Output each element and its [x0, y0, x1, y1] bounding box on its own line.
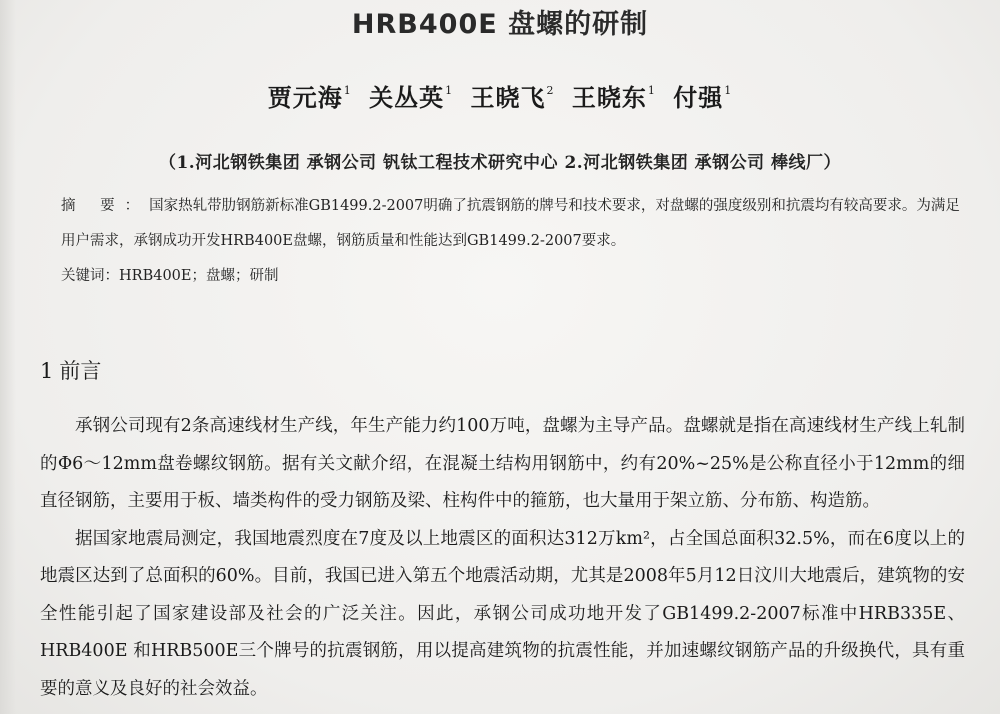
abstract-text: 国家热轧带肋钢筋新标准GB1499.2-2007明确了抗震钢筋的牌号和技术要求，对盘螺的强度级别和抗震均有较高要求。为满足用户需求，承钢成功开发HRB400E盘螺，钢筋质量和性能达到GB1499.2-2007要求。 — [61, 198, 960, 249]
author-2 — [369, 83, 453, 112]
author-4 — [572, 83, 656, 112]
keywords-text: HRB400E；盘螺；研制 — [119, 268, 279, 284]
keywords — [61, 264, 278, 285]
paper-title: HRB400E 盘螺的研制 — [351, 9, 649, 40]
author-name: 贾元海 — [267, 83, 343, 112]
author-3 — [471, 83, 555, 112]
section-number: 1 — [40, 359, 54, 383]
affiliation-marker: 1 — [343, 84, 352, 97]
abstract — [61, 189, 966, 259]
author-name: 关丛英 — [369, 83, 445, 112]
affiliation-marker: 2 — [546, 84, 555, 97]
section-body — [40, 408, 965, 708]
affiliation-marker: 1 — [647, 84, 656, 97]
author-name: 付强 — [673, 83, 724, 112]
author-name: 王晓东 — [571, 83, 647, 112]
abstract-label: 摘 要： — [61, 198, 150, 214]
paragraph: 承钢公司现有2条高速线材生产线，年生产能力约100万吨，盘螺为主导产品。盘螺就是指在高速线材生产线上轧制的Φ6～12mm盘卷螺纹钢筋。据有关文献介绍，在混凝土结构用钢筋中，约有20%~25%是公称直径小于12mm的细直径钢筋，主要用于板、墙类构件的受力钢筋及梁、柱构件中的箍筋，也大量用于架立筋、分布筋、构造筋。 — [40, 416, 965, 511]
author-5 — [673, 83, 732, 112]
affiliation-line: （1.河北钢铁集团 承钢公司 钒钛工程技术研究中心 2.河北钢铁集团 承钢公司 棒线厂） — [158, 153, 842, 173]
author-1 — [268, 83, 352, 112]
author-name: 王晓飞 — [470, 83, 546, 112]
affiliation-marker: 1 — [445, 84, 454, 97]
affiliation-marker: 1 — [724, 84, 733, 97]
keywords-label: 关键词： — [61, 268, 119, 284]
author-list — [0, 78, 1000, 113]
section-title-text: 前言 — [59, 359, 102, 383]
section-heading — [40, 355, 101, 385]
paragraph: 据国家地震局测定，我国地震烈度在7度及以上地震区的面积达312万km²，占全国总面积32.5%，而在6度以上的地震区达到了总面积的60%。目前，我国已进入第五个地震活动期，尤其是2008年5月12日汶川大地震后，建筑物的安全性能引起了国家建设部及社会的广泛关注。因此，承钢公司成功地开发了GB1499.2-2007标准中HRB335E、HRB400E 和HRB500E三个牌号的抗震钢筋，用以提高建筑物的抗震性能，并加速螺纹钢筋产品的升级换代，具有重要的意义及良好的社会效益。 — [40, 528, 965, 699]
